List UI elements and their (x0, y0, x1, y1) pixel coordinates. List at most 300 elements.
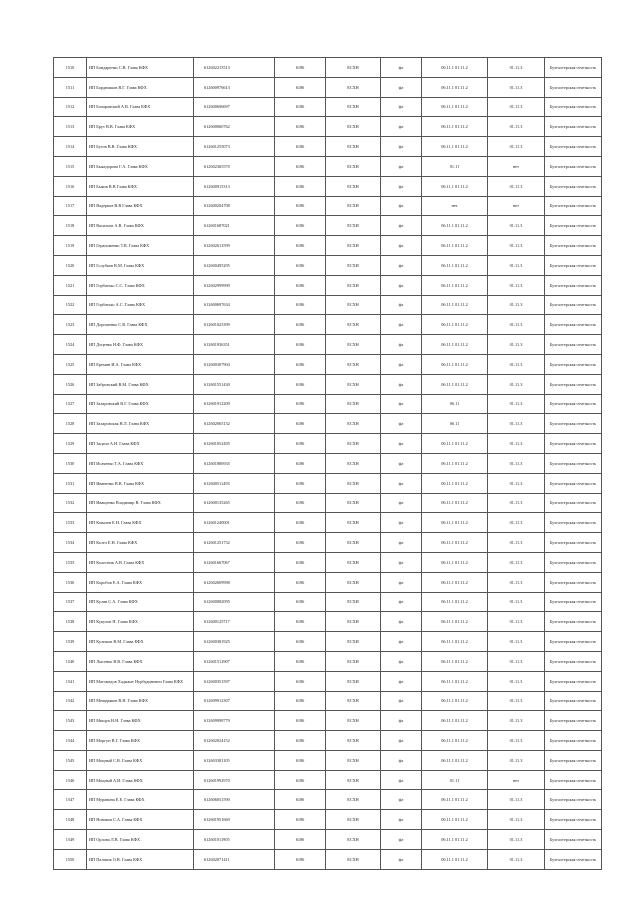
row-number-cell: 1543 (54, 711, 87, 731)
table-row (54, 295, 602, 315)
row-number-cell: 1521 (54, 275, 87, 295)
report-type-cell: Бухгалтерская отчетность (545, 295, 602, 315)
tax-regime-cell: ЕСХН (326, 572, 381, 592)
row-number-cell: 1515 (54, 156, 87, 176)
row-number-cell: 1518 (54, 216, 87, 236)
tax-office-code-cell: 6186 (275, 354, 326, 374)
tax-office-code-cell: 6186 (275, 295, 326, 315)
person-type-cell: фл (381, 295, 422, 315)
registry-table-body (54, 58, 602, 870)
row-number-cell: 1512 (54, 97, 87, 117)
tax-office-code-cell: 6186 (275, 176, 326, 196)
tax-office-code-cell: 6186 (275, 810, 326, 830)
table-row (54, 592, 602, 612)
row-number-cell: 1540 (54, 651, 87, 671)
row-number-cell: 1542 (54, 691, 87, 711)
inn-number-cell: 612601625399 (194, 315, 275, 335)
okved-codes-cell: 06.11.1 01.11.2 (422, 137, 488, 157)
okved-codes-cell: 06.11.1 01.11.2 (422, 275, 488, 295)
okved-codes-cell: 06.11.1 01.11.2 (422, 236, 488, 256)
row-number-cell: 1514 (54, 137, 87, 157)
table-row (54, 830, 602, 850)
table-row (54, 176, 602, 196)
table-row (54, 97, 602, 117)
okved-codes-cell: 06.11.1 01.11.2 (422, 58, 488, 78)
entity-name-cell: ИП Иващенко Владимир В. Глава КФХ (87, 493, 194, 513)
person-type-cell: фл (381, 691, 422, 711)
person-type-cell: фл (381, 315, 422, 335)
tax-regime-cell: ЕСХН (326, 849, 381, 869)
okved-codes-cell: 06.11 (422, 414, 488, 434)
okved-extra-cell: 01.11.3 (488, 434, 545, 454)
tax-regime-cell: ЕСХН (326, 374, 381, 394)
report-type-cell: Бухгалтерская отчетность (545, 473, 602, 493)
person-type-cell: фл (381, 97, 422, 117)
person-type-cell: фл (381, 176, 422, 196)
tax-office-code-cell: 6186 (275, 830, 326, 850)
inn-number-cell: 612601240001 (194, 513, 275, 533)
tax-office-code-cell: 6186 (275, 632, 326, 652)
report-type-cell: Бухгалтерская отчетность (545, 58, 602, 78)
entity-name-cell: ИП Брут В.В. Глава КФХ (87, 117, 194, 137)
table-row (54, 196, 602, 216)
tax-regime-cell: ЕСХН (326, 196, 381, 216)
row-number-cell: 1547 (54, 790, 87, 810)
table-row (54, 137, 602, 157)
okved-extra-cell: 01.11.3 (488, 216, 545, 236)
okved-codes-cell: 06.11.1 01.11.2 (422, 731, 488, 751)
report-type-cell: Бухгалтерская отчетность (545, 335, 602, 355)
tax-office-code-cell: 6186 (275, 572, 326, 592)
tax-regime-cell: ЕСХН (326, 473, 381, 493)
row-number-cell: 1544 (54, 731, 87, 751)
tax-regime-cell: ЕСХН (326, 117, 381, 137)
okved-extra-cell: 01.11.3 (488, 750, 545, 770)
person-type-cell: фл (381, 632, 422, 652)
entity-name-cell: ИП Коробов Е.А. Глава КФХ (87, 572, 194, 592)
row-number-cell: 1532 (54, 493, 87, 513)
inn-number-cell: 612600511493 (194, 473, 275, 493)
entity-name-cell: ИП Захаровский В.Г. Глава КФХ (87, 394, 194, 414)
okved-extra-cell: 01.11.3 (488, 335, 545, 355)
row-number-cell: 1526 (54, 374, 87, 394)
report-type-cell: Бухгалтерская отчетность (545, 236, 602, 256)
tax-office-code-cell: 6186 (275, 117, 326, 137)
person-type-cell: фл (381, 671, 422, 691)
report-type-cell: Бухгалтерская отчетность (545, 196, 602, 216)
tax-regime-cell: ЕСХН (326, 156, 381, 176)
tax-office-code-cell: 6186 (275, 493, 326, 513)
okved-extra-cell: 01.11.3 (488, 77, 545, 97)
inn-number-cell: 612601551430 (194, 374, 275, 394)
okved-codes-cell: 06.11.1 01.11.2 (422, 711, 488, 731)
row-number-cell: 1546 (54, 770, 87, 790)
report-type-cell: Бухгалтерская отчетность (545, 810, 602, 830)
person-type-cell: фл (381, 552, 422, 572)
inn-number-cell: 612601992970 (194, 770, 275, 790)
report-type-cell: Бухгалтерская отчетность (545, 691, 602, 711)
tax-regime-cell: ЕСХН (326, 275, 381, 295)
inn-number-cell: 612606051590 (194, 790, 275, 810)
okved-extra-cell: 01.11.3 (488, 612, 545, 632)
okved-codes-cell: 06.11.1 01.11.2 (422, 216, 488, 236)
okved-extra-cell: 01.11.3 (488, 315, 545, 335)
row-number-cell: 1519 (54, 236, 87, 256)
person-type-cell: фл (381, 156, 422, 176)
entity-name-cell: ИП Кузин С.А. Глава КФХ (87, 592, 194, 612)
entity-name-cell: ИП Забровский В.М. Глава КФХ (87, 374, 194, 394)
person-type-cell: фл (381, 335, 422, 355)
inn-number-cell: 612602365570 (194, 156, 275, 176)
tax-office-code-cell: 6186 (275, 849, 326, 869)
tax-office-code-cell: 6186 (275, 216, 326, 236)
report-type-cell: Бухгалтерская отчетность (545, 434, 602, 454)
person-type-cell: фл (381, 275, 422, 295)
okved-codes-cell: 06.11.1 01.11.2 (422, 354, 488, 374)
okved-codes-cell: 06.11.1 01.11.2 (422, 473, 488, 493)
row-number-cell: 1510 (54, 58, 87, 78)
report-type-cell: Бухгалтерская отчетность (545, 374, 602, 394)
tax-office-code-cell: 6186 (275, 473, 326, 493)
table-row (54, 849, 602, 869)
report-type-cell: Бухгалтерская отчетность (545, 77, 602, 97)
table-row (54, 77, 602, 97)
tax-regime-cell: ЕСХН (326, 434, 381, 454)
table-row (54, 236, 602, 256)
entity-name-cell: ИП Кулешов В.М. Глава КФХ (87, 632, 194, 652)
table-row (54, 750, 602, 770)
person-type-cell: фл (381, 58, 422, 78)
entity-name-cell: ИП Ковалев Е.Н. Глава КФХ (87, 513, 194, 533)
okved-codes-cell: 06.11.1 01.11.2 (422, 750, 488, 770)
entity-name-cell: ИП Быкадорова Г.А. Глава КФХ (87, 156, 194, 176)
tax-regime-cell: ЕСХН (326, 236, 381, 256)
tax-office-code-cell: 6186 (275, 750, 326, 770)
tax-regime-cell: ЕСХН (326, 691, 381, 711)
tax-office-code-cell: 6186 (275, 255, 326, 275)
inn-number-cell: 612603381105 (194, 750, 275, 770)
tax-office-code-cell: 6186 (275, 156, 326, 176)
report-type-cell: Бухгалтерская отчетность (545, 156, 602, 176)
table-row (54, 552, 602, 572)
tax-office-code-cell: 6186 (275, 394, 326, 414)
table-row (54, 533, 602, 553)
table-row (54, 651, 602, 671)
entity-name-cell: ИП Моцный А.И. Глава КФХ (87, 770, 194, 790)
okved-codes-cell: 06.11.1 01.11.2 (422, 493, 488, 513)
okved-extra-cell: 01.11.3 (488, 137, 545, 157)
entity-name-cell: ИП Горбатько С.С. Глава КФХ (87, 275, 194, 295)
tax-regime-cell: ЕСХН (326, 552, 381, 572)
inn-number-cell: 612602613599 (194, 236, 275, 256)
okved-codes-cell: 06.11.1 01.11.2 (422, 592, 488, 612)
person-type-cell: фл (381, 236, 422, 256)
report-type-cell: Бухгалтерская отчетность (545, 176, 602, 196)
okved-extra-cell: 01.11.3 (488, 830, 545, 850)
person-type-cell: фл (381, 216, 422, 236)
okved-extra-cell: 01.11.3 (488, 453, 545, 473)
person-type-cell: фл (381, 711, 422, 731)
okved-extra-cell: 01.11.3 (488, 731, 545, 751)
row-number-cell: 1541 (54, 671, 87, 691)
okved-extra-cell: 01.11.3 (488, 354, 545, 374)
okved-codes-cell: 06.11.1 01.11.2 (422, 434, 488, 454)
okved-extra-cell: 01.11.3 (488, 572, 545, 592)
inn-number-cell: 612601667067 (194, 552, 275, 572)
report-type-cell: Бухгалтерская отчетность (545, 255, 602, 275)
okved-codes-cell: 06.11.1 01.11.2 (422, 374, 488, 394)
okved-codes-cell: 06.11.1 01.11.2 (422, 176, 488, 196)
okved-codes-cell: 06.11.1 01.11.2 (422, 255, 488, 275)
entity-name-cell: ИП Вадерков В.В Глава КФХ (87, 196, 194, 216)
tax-office-code-cell: 6186 (275, 58, 326, 78)
okved-extra-cell: 01.11.3 (488, 632, 545, 652)
inn-number-cell: 612601951669 (194, 810, 275, 830)
okved-extra-cell: 01.11.3 (488, 394, 545, 414)
okved-codes-cell: нет (422, 196, 488, 216)
report-type-cell: Бухгалтерская отчетность (545, 750, 602, 770)
person-type-cell: фл (381, 434, 422, 454)
okved-extra-cell: 01.11.3 (488, 97, 545, 117)
okved-codes-cell: 06.11.1 01.11.2 (422, 830, 488, 850)
row-number-cell: 1534 (54, 533, 87, 553)
person-type-cell: фл (381, 117, 422, 137)
row-number-cell: 1511 (54, 77, 87, 97)
inn-number-cell: 612600495295 (194, 255, 275, 275)
tax-office-code-cell: 6186 (275, 453, 326, 473)
inn-number-cell: 612600915313 (194, 176, 275, 196)
person-type-cell: фл (381, 196, 422, 216)
tax-regime-cell: ЕСХН (326, 750, 381, 770)
table-row (54, 493, 602, 513)
row-number-cell: 1538 (54, 612, 87, 632)
tax-regime-cell: ЕСХН (326, 731, 381, 751)
report-type-cell: Бухгалтерская отчетность (545, 394, 602, 414)
inn-number-cell: 612602071411 (194, 849, 275, 869)
tax-office-code-cell: 6186 (275, 770, 326, 790)
row-number-cell: 1533 (54, 513, 87, 533)
tax-regime-cell: ЕСХН (326, 58, 381, 78)
okved-codes-cell: 06.11.1 01.11.2 (422, 97, 488, 117)
entity-name-cell: ИП Герасименко Т.В. Глава КФХ (87, 236, 194, 256)
entity-name-cell: ИП Колесник А.В. Глава КФХ (87, 552, 194, 572)
tax-regime-cell: ЕСХН (326, 335, 381, 355)
table-row (54, 691, 602, 711)
table-row (54, 711, 602, 731)
table-row (54, 255, 602, 275)
person-type-cell: фл (381, 572, 422, 592)
person-type-cell: фл (381, 612, 422, 632)
entity-name-cell: ИП Бочаровский А.В. Глава КФХ (87, 97, 194, 117)
report-type-cell: Бухгалтерская отчетность (545, 315, 602, 335)
entity-name-cell: ИП Васильев А.В. Глава КФХ (87, 216, 194, 236)
entity-name-cell: ИП Исаченко Т.А. Глава КФХ (87, 453, 194, 473)
tax-office-code-cell: 6186 (275, 275, 326, 295)
row-number-cell: 1545 (54, 750, 87, 770)
tax-regime-cell: ЕСХН (326, 493, 381, 513)
row-number-cell: 1516 (54, 176, 87, 196)
tax-regime-cell: ЕСХН (326, 770, 381, 790)
tax-office-code-cell: 6186 (275, 414, 326, 434)
tax-regime-cell: ЕСХН (326, 711, 381, 731)
tax-regime-cell: ЕСХН (326, 394, 381, 414)
tax-regime-cell: ЕСХН (326, 612, 381, 632)
okved-extra-cell: 01.11.3 (488, 533, 545, 553)
okved-codes-cell: 06.11.1 01.11.2 (422, 453, 488, 473)
row-number-cell: 1531 (54, 473, 87, 493)
report-type-cell: Бухгалтерская отчетность (545, 790, 602, 810)
okved-codes-cell: 06.11 (422, 394, 488, 414)
tax-regime-cell: ЕСХН (326, 513, 381, 533)
tax-office-code-cell: 6186 (275, 513, 326, 533)
inn-number-cell: 612602065132 (194, 414, 275, 434)
person-type-cell: фл (381, 731, 422, 751)
report-type-cell: Бухгалтерская отчетность (545, 97, 602, 117)
table-row (54, 632, 602, 652)
inn-number-cell: 612609912307 (194, 691, 275, 711)
person-type-cell: фл (381, 830, 422, 850)
tax-regime-cell: ЕСХН (326, 810, 381, 830)
okved-codes-cell: 06.11.1 01.11.2 (422, 295, 488, 315)
person-type-cell: фл (381, 394, 422, 414)
inn-number-cell: 612600135265 (194, 493, 275, 513)
table-row (54, 216, 602, 236)
tax-office-code-cell: 6186 (275, 77, 326, 97)
table-row (54, 414, 602, 434)
okved-codes-cell: 06.11.1 01.11.2 (422, 572, 488, 592)
okved-extra-cell: 01.11.3 (488, 236, 545, 256)
table-row (54, 275, 602, 295)
inn-number-cell: 612601936351 (194, 335, 275, 355)
tax-office-code-cell: 6186 (275, 711, 326, 731)
entity-name-cell: ИП Бондаренко С.В. Глава КФХ (87, 58, 194, 78)
table-row (54, 790, 602, 810)
table-row (54, 731, 602, 751)
report-type-cell: Бухгалтерская отчетность (545, 533, 602, 553)
person-type-cell: фл (381, 651, 422, 671)
okved-extra-cell: 01.11.3 (488, 374, 545, 394)
entity-name-cell: ИП Голубков В.М. Глава КФХ (87, 255, 194, 275)
entity-name-cell: ИП Новиков С.А. Глава КФХ (87, 810, 194, 830)
inn-number-cell: 612602215513 (194, 58, 275, 78)
inn-number-cell: 612601052495 (194, 434, 275, 454)
tax-office-code-cell: 6186 (275, 434, 326, 454)
okved-extra-cell: 01.11.3 (488, 255, 545, 275)
table-row (54, 117, 602, 137)
report-type-cell: Бухгалтерская отчетность (545, 137, 602, 157)
registry-table (53, 57, 602, 870)
inn-number-cell: 612602609998 (194, 572, 275, 592)
row-number-cell: 1523 (54, 315, 87, 335)
entity-name-cell: ИП Моцный С.В. Глава КФХ (87, 750, 194, 770)
okved-extra-cell: 01.11.3 (488, 651, 545, 671)
person-type-cell: фл (381, 533, 422, 553)
okved-extra-cell: 01.11.3 (488, 711, 545, 731)
tax-office-code-cell: 6186 (275, 196, 326, 216)
report-type-cell: Бухгалтерская отчетность (545, 651, 602, 671)
inn-number-cell: 612602999999 (194, 275, 275, 295)
tax-regime-cell: ЕСХН (326, 315, 381, 335)
tax-office-code-cell: 6186 (275, 315, 326, 335)
tax-office-code-cell: 6186 (275, 97, 326, 117)
table-row (54, 671, 602, 691)
row-number-cell: 1548 (54, 810, 87, 830)
entity-name-cell: ИП Мищук Н.Н. Глава КФХ (87, 711, 194, 731)
okved-extra-cell: 01.11.3 (488, 275, 545, 295)
okved-codes-cell: 06.11.1 01.11.2 (422, 632, 488, 652)
tax-regime-cell: ЕСХН (326, 77, 381, 97)
person-type-cell: фл (381, 414, 422, 434)
person-type-cell: фл (381, 790, 422, 810)
row-number-cell: 1517 (54, 196, 87, 216)
entity-name-cell: ИП Дорошенко С.В. Глава КФХ (87, 315, 194, 335)
person-type-cell: фл (381, 453, 422, 473)
row-number-cell: 1513 (54, 117, 87, 137)
okved-extra-cell: 01.11.3 (488, 552, 545, 572)
okved-extra-cell: 01.11.3 (488, 513, 545, 533)
okved-extra-cell: 01.11.3 (488, 849, 545, 869)
okved-codes-cell: 01.11 (422, 770, 488, 790)
okved-codes-cell: 06.11.1 01.11.2 (422, 671, 488, 691)
okved-codes-cell: 06.11.1 01.11.2 (422, 335, 488, 355)
okved-codes-cell: 06.11.1 01.11.2 (422, 691, 488, 711)
report-type-cell: Бухгалтерская отчетность (545, 731, 602, 751)
entity-name-cell: ИП Бордюжков В.Г. Глава КФХ (87, 77, 194, 97)
row-number-cell: 1550 (54, 849, 87, 869)
inn-number-cell: 612600351597 (194, 671, 275, 691)
report-type-cell: Бухгалтерская отчетность (545, 275, 602, 295)
tax-office-code-cell: 6186 (275, 790, 326, 810)
tax-regime-cell: ЕСХН (326, 255, 381, 275)
person-type-cell: фл (381, 255, 422, 275)
table-row (54, 315, 602, 335)
okved-extra-cell: 01.11.3 (488, 790, 545, 810)
inn-number-cell: 612600060762 (194, 117, 275, 137)
okved-codes-cell: 06.11.1 01.11.2 (422, 117, 488, 137)
entity-name-cell: ИП Зацепа А.Н. Глава КФХ (87, 434, 194, 454)
entity-name-cell: ИП Лысенко В.В. Глава КФХ (87, 651, 194, 671)
table-row (54, 810, 602, 830)
report-type-cell: Бухгалтерская отчетность (545, 552, 602, 572)
person-type-cell: фл (381, 810, 422, 830)
okved-codes-cell: 06.11.1 01.11.2 (422, 315, 488, 335)
okved-codes-cell: 06.11.1 01.11.2 (422, 77, 488, 97)
report-type-cell: Бухгалтерская отчетность (545, 770, 602, 790)
person-type-cell: фл (381, 77, 422, 97)
tax-regime-cell: ЕСХН (326, 671, 381, 691)
entity-name-cell: ИП Доценко Н.Ф. Глава КФХ (87, 335, 194, 355)
tax-regime-cell: ЕСХН (326, 414, 381, 434)
inn-number-cell: 612601512907 (194, 651, 275, 671)
row-number-cell: 1529 (54, 434, 87, 454)
entity-name-cell: ИП Мещеряков В.Н. Глава КФХ (87, 691, 194, 711)
report-type-cell: Бухгалтерская отчетность (545, 830, 602, 850)
report-type-cell: Бухгалтерская отчетность (545, 354, 602, 374)
inn-number-cell: 612601011905 (194, 830, 275, 850)
report-type-cell: Бухгалтерская отчетность (545, 592, 602, 612)
person-type-cell: фл (381, 493, 422, 513)
row-number-cell: 1535 (54, 552, 87, 572)
okved-extra-cell: нет (488, 770, 545, 790)
tax-office-code-cell: 6186 (275, 533, 326, 553)
entity-name-cell: ИП Орлова Л.В. Глава КФХ (87, 830, 194, 850)
okved-codes-cell: 06.11.1 01.11.2 (422, 651, 488, 671)
tax-regime-cell: ЕСХН (326, 137, 381, 157)
document-page (53, 57, 597, 870)
person-type-cell: фл (381, 374, 422, 394)
entity-name-cell: ИП Магомедов Хадижат Нурбудинович Глава КФХ (87, 671, 194, 691)
inn-number-cell: 612600125717 (194, 612, 275, 632)
